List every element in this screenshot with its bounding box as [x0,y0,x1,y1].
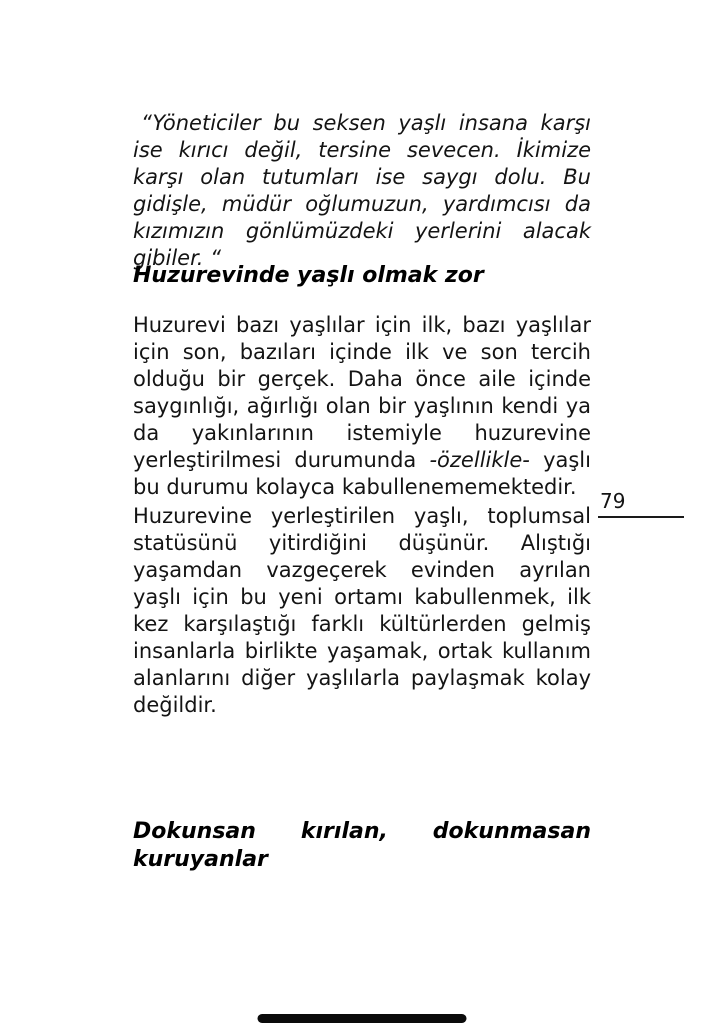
section-heading-huzurevinde: Huzurevinde yaşlı olmak zor [133,263,484,288]
paragraph-2-emphasis: -özellikle- [429,448,530,472]
body-paragraph-3: Huzurevine yerleştirilen yaşlı, toplumsal statüsünü yitirdiğini düşünür. Alıştığı yaşamdan vazgeçerek evinden ayrılan yaşlı için bu yeni ortamı kabullenmek, ilk kez karşılaştığı farklı kültürlerden gelmiş insanlarla birlikte yaşamak, ortak kullanım alanlarını diğer yaşlılarla paylaşmak kolay değildir. [133,504,591,717]
page-number-block [598,489,684,518]
body-paragraph-2 [133,312,591,501]
home-indicator-bar[interactable] [257,1014,466,1023]
section-heading-dokunsan: Dokunsan kırılan, dokunmasan kuruyanlar [133,819,591,872]
paragraph-2-text-end: yaşlı bu durumu kolayca kabullenememektedir. [133,448,591,499]
quote-paragraph: “Yöneticiler bu seksen yaşlı insana karşı ise kırıcı değil, tersine sevecen. İkimize karşı olan tutumları ise saygı dolu. Bu gidişle, müdür oğlumuzun, yardımcısı da kızımızın gönlümüzdeki yerlerini alacak gibiler. “ [133,111,591,270]
paragraph-2-text-start: Huzurevi bazı yaşlılar için ilk, bazı yaşlılar için son, bazıları içinde ilk ve son tercih olduğu bir gerçek. Daha önce aile içinde saygınlığı, ağırlığı olan bir yaşlının kendi ya da yakınlarının istemiyle huzurevine yerleştirilmesi durumunda [133,313,591,472]
page-number: 79 [600,489,626,513]
